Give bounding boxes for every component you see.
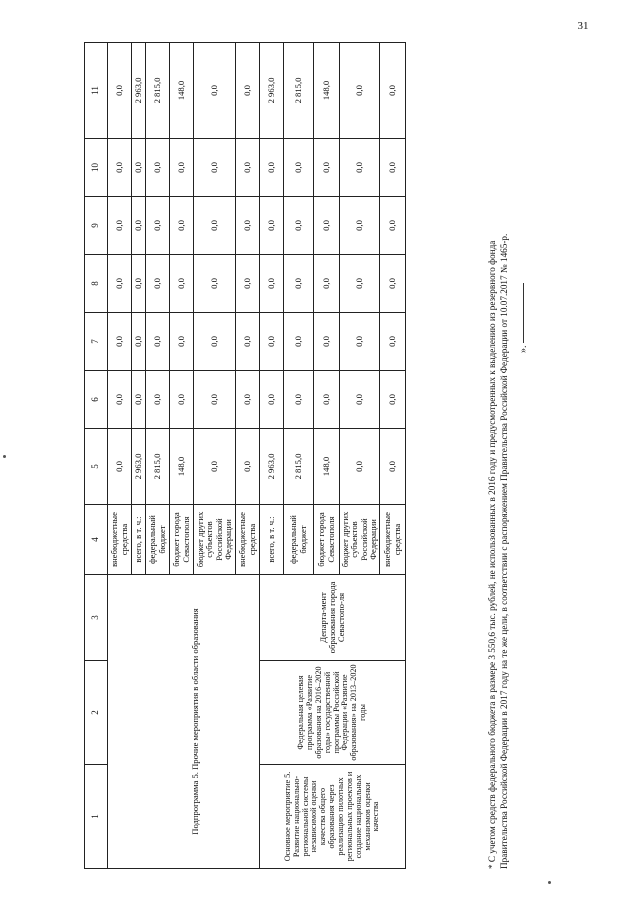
value-cell: 0,0	[236, 255, 260, 313]
value-cell: 2 963,0	[132, 43, 146, 139]
source-cell: внебюджетные средства	[380, 505, 406, 575]
value-cell: 0,0	[340, 429, 380, 505]
value-cell: 0,0	[284, 139, 314, 197]
value-cell: 0,0	[146, 139, 170, 197]
value-cell: 0,0	[236, 197, 260, 255]
source-cell: федеральный бюджет	[146, 505, 170, 575]
value-cell: 2 815,0	[146, 43, 170, 139]
value-cell: 0,0	[146, 197, 170, 255]
value-cell: 2 963,0	[260, 429, 284, 505]
col-header-5: 5	[85, 429, 108, 505]
source-cell: всего, в т. ч.:	[132, 505, 146, 575]
source-cell: федеральный бюджет	[284, 505, 314, 575]
value-cell: 0,0	[340, 313, 380, 371]
value-cell: 0,0	[260, 371, 284, 429]
value-cell: 0,0	[132, 371, 146, 429]
source-cell: внебюджетные средства	[236, 505, 260, 575]
scan-speck	[3, 455, 6, 458]
value-cell: 2 815,0	[284, 43, 314, 139]
value-cell: 148,0	[170, 429, 194, 505]
value-cell: 0,0	[236, 429, 260, 505]
value-cell: 0,0	[194, 313, 236, 371]
value-cell: 0,0	[340, 43, 380, 139]
col-header-4: 4	[85, 505, 108, 575]
value-cell: 0,0	[380, 255, 406, 313]
value-cell: 0,0	[236, 139, 260, 197]
value-cell: 0,0	[108, 139, 132, 197]
value-cell: 0,0	[380, 313, 406, 371]
value-cell: 0,0	[284, 197, 314, 255]
col-header-6: 6	[85, 371, 108, 429]
value-cell: 0,0	[170, 197, 194, 255]
main-activity-title: Основное мероприятие 5. Развитие национально-региональной системы независимой оценки качества общего образования через реализацию пилотных региональных проектов и создание национальных механизмов оценки качества	[260, 765, 406, 869]
value-cell: 2 815,0	[284, 429, 314, 505]
value-cell: 0,0	[146, 371, 170, 429]
value-cell: 0,0	[380, 43, 406, 139]
source-cell: бюджет других субъектов Российской Федерации	[194, 505, 236, 575]
source-cell: всего, в т. ч.:	[260, 505, 284, 575]
value-cell: 0,0	[194, 139, 236, 197]
value-cell: 0,0	[170, 371, 194, 429]
value-cell: 0,0	[314, 197, 340, 255]
col-header-1: 1	[85, 765, 108, 869]
table-row	[260, 43, 284, 869]
col-header-2: 2	[85, 661, 108, 765]
source-cell: бюджет города Севастополя	[170, 505, 194, 575]
col-header-9: 9	[85, 197, 108, 255]
value-cell: 0,0	[108, 313, 132, 371]
value-cell: 0,0	[340, 139, 380, 197]
value-cell: 0,0	[260, 313, 284, 371]
value-cell: 0,0	[108, 429, 132, 505]
value-cell: 0,0	[108, 197, 132, 255]
value-cell: 148,0	[170, 43, 194, 139]
value-cell: 2 963,0	[260, 43, 284, 139]
value-cell: 0,0	[194, 255, 236, 313]
table-row	[132, 43, 146, 869]
value-cell: 0,0	[170, 255, 194, 313]
value-cell: 148,0	[314, 429, 340, 505]
value-cell: 0,0	[314, 313, 340, 371]
value-cell: 0,0	[314, 139, 340, 197]
value-cell: 0,0	[284, 371, 314, 429]
footnote-line-2: Правительства Российской Федерации в 2017 году на те же цели, в соответствии с распоряжением Правительства Российской Федерации от 10.07.2017 № 1465-р.	[499, 233, 510, 869]
value-cell: 0,0	[260, 197, 284, 255]
page-number: 31	[577, 20, 589, 32]
value-cell: 0,0	[132, 313, 146, 371]
col-header-3: 3	[85, 575, 108, 661]
value-cell: 0,0	[108, 255, 132, 313]
value-cell: 0,0	[340, 255, 380, 313]
subprogram-title: Подпрограмма 5. Прочие мероприятия в области образования	[132, 575, 260, 869]
header-row	[85, 43, 108, 869]
value-cell: 0,0	[146, 255, 170, 313]
value-cell: 0,0	[380, 371, 406, 429]
value-cell: 0,0	[380, 197, 406, 255]
value-cell: 2 963,0	[132, 429, 146, 505]
end-mark-rule	[523, 283, 524, 343]
value-cell: 0,0	[284, 255, 314, 313]
value-cell: 0,0	[108, 43, 132, 139]
source-cell: бюджет других субъектов Российской Федерации	[340, 505, 380, 575]
col-header-11: 11	[85, 43, 108, 139]
value-cell: 0,0	[260, 139, 284, 197]
value-cell: 0,0	[314, 255, 340, 313]
col-header-8: 8	[85, 255, 108, 313]
table-row	[108, 43, 132, 869]
scan-speck	[548, 881, 551, 884]
col-header-7: 7	[85, 313, 108, 371]
value-cell: 0,0	[132, 255, 146, 313]
executor-cell: Департа-мент образования города Севастопо-ля	[260, 575, 406, 661]
value-cell: 0,0	[236, 43, 260, 139]
value-cell: 0,0	[380, 429, 406, 505]
value-cell: 0,0	[132, 197, 146, 255]
program-name: Федеральная целевая программа «Развитие образования на 2016–2020 годы» государственной программы Российской Федерации «Развитие образования» на 2013–2020 годы	[260, 661, 406, 765]
value-cell: 0,0	[108, 371, 132, 429]
value-cell: 0,0	[236, 313, 260, 371]
value-cell: 2 815,0	[146, 429, 170, 505]
value-cell: 0,0	[284, 313, 314, 371]
value-cell: 0,0	[194, 43, 236, 139]
value-cell: 0,0	[314, 371, 340, 429]
value-cell: 0,0	[340, 371, 380, 429]
source-cell: бюджет города Севастополя	[314, 505, 340, 575]
value-cell: 0,0	[236, 371, 260, 429]
end-mark-text: ».	[518, 345, 529, 353]
value-cell: 0,0	[146, 313, 170, 371]
value-cell: 0,0	[194, 429, 236, 505]
value-cell: 0,0	[340, 197, 380, 255]
value-cell: 0,0	[170, 139, 194, 197]
col-header-10: 10	[85, 139, 108, 197]
value-cell: 0,0	[380, 139, 406, 197]
footnote-line-1: * С учетом средств федерального бюджета в размере 3 550,6 тыс. рублей, не использованных в 2016 году и предусмотренных к выделению из резервного фонда	[487, 240, 497, 869]
value-cell: 0,0	[194, 197, 236, 255]
value-cell: 0,0	[170, 313, 194, 371]
source-cell: внебюджетные средства	[108, 505, 132, 575]
value-cell: 0,0	[194, 371, 236, 429]
value-cell: 148,0	[314, 43, 340, 139]
rotated-table-region	[84, 43, 529, 869]
budget-table	[84, 42, 406, 869]
value-cell: 0,0	[260, 255, 284, 313]
footnote	[486, 43, 511, 869]
end-mark	[518, 279, 529, 419]
value-cell: 0,0	[132, 139, 146, 197]
